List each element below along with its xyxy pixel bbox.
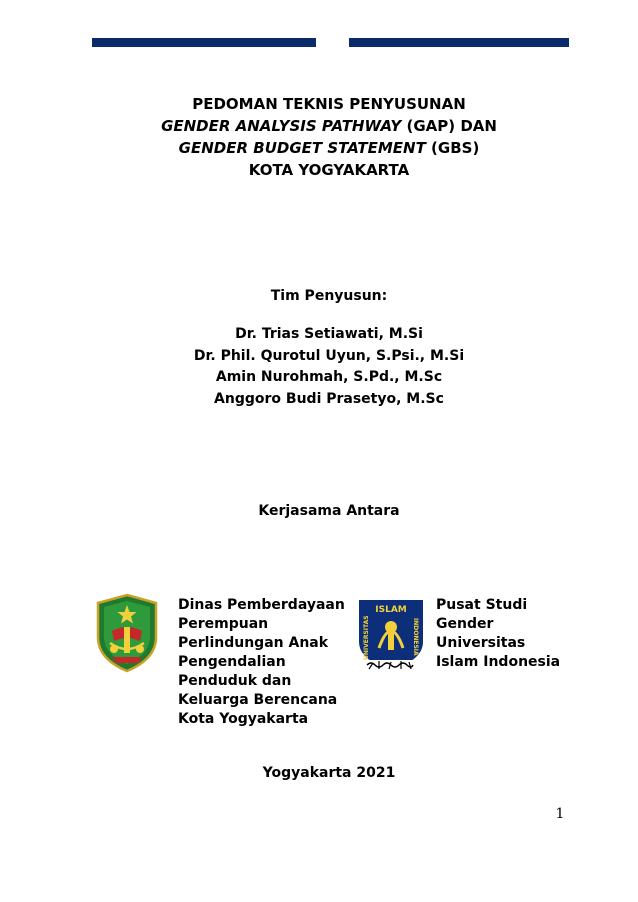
title-line-4: KOTA YOGYAKARTA [248,161,410,179]
author-name: Anggoro Budi Prasetyo, M.Sc [214,390,444,407]
org-line: Keluarga Berencana [178,692,338,708]
org-line: Perempuan [178,616,269,632]
org-line: Kota Yogyakarta [178,711,309,727]
uii-logo-right-text: INDONESIA [412,618,419,656]
title-line-3 [60,137,598,159]
right-organization-name [436,596,596,672]
author-name: Dr. Phil. Qurotul Uyun, S.Psi., M.Si [193,347,465,364]
team-label: Tim Penyusun: [270,288,388,304]
title-line-1: PEDOMAN TEKNIS PENYUSUNAN [192,95,466,113]
org-line: Perlindungan Anak [178,635,329,651]
uii-logo-left-text: UNIVERSITAS [363,615,370,660]
title-line-2 [60,115,598,137]
author-name: Amin Nurohmah, S.Pd., M.Sc [215,369,443,385]
title-line-3-italic: GENDER BUDGET STATEMENT [178,139,426,157]
place-and-year: Yogyakarta 2021 [262,765,396,781]
org-line: Penduduk dan [178,673,292,689]
org-line: Dinas Pemberdayaan [178,597,345,613]
uii-emblem-icon [355,594,427,674]
org-line: Islam Indonesia [436,654,561,670]
left-organization-name [178,596,353,729]
org-line: Pengendalian [178,654,286,670]
document-title [60,93,598,181]
org-line: Gender [436,616,494,632]
uii-logo-top-text: ISLAM [375,605,407,615]
title-line-3-rest: (GBS) [425,139,480,157]
author-list [60,324,598,410]
title-line-2-rest: (GAP) DAN [401,117,497,135]
author-name: Dr. Trias Setiawati, M.Si [235,326,423,342]
header-bar-left [92,38,316,47]
cooperation-label: Kerjasama Antara [258,503,400,519]
header-bar-right [349,38,569,47]
yogyakarta-city-emblem-icon [92,593,162,673]
org-line: Pusat Studi [436,597,528,613]
org-line: Universitas [436,635,526,651]
title-line-2-italic: GENDER ANALYSIS PATHWAY [161,117,402,135]
page-number: 1 [555,806,565,822]
